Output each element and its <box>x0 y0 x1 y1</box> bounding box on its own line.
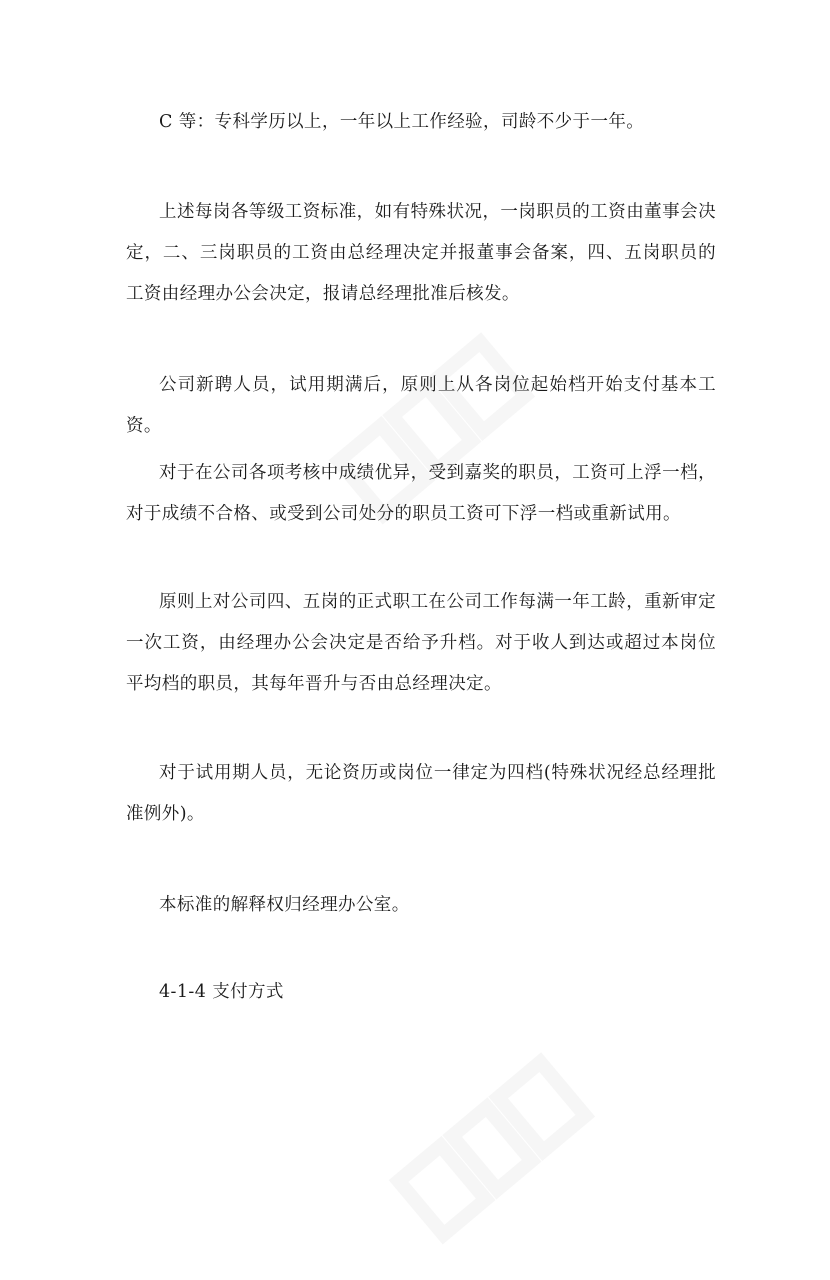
section-heading-payment-method: 4-1-4 支付方式 <box>159 982 284 1002</box>
paragraph-new-hire: 公司新聘人员，试用期满后，原则上从各岗位起始档开始支付基本工资。 <box>126 375 716 436</box>
paragraph-interpretation: 本标准的解释权归经理办公室。 <box>159 895 410 915</box>
paragraph-annual-review: 原则上对公司四、五岗的正式职工在公司工作每满一年工龄，重新审定一次工资，由经理办公会决定是否给予升档。对于收人到达或超过本岗位平均档的职员，其每年晋升与否由总经理决定。 <box>126 592 716 694</box>
paragraph-c-grade: C 等：专科学历以上，一年以上工作经验，司龄不少于一年。 <box>159 112 645 132</box>
paragraph-salary-approval: 上述每岗各等级工资标准，如有特殊状况，一岗职员的工资由董事会决定，二、三岗职员的工资由总经理决定并报董事会备案，四、五岗职员的工资由经理办公会决定，报请总经理批准后核发。 <box>126 202 716 304</box>
watermark-logo <box>360 1020 620 1280</box>
paragraph-performance-adjust: 对于在公司各项考核中成绩优异，受到嘉奖的职员，工资可上浮一档，对于成绩不合格、或受到公司处分的职员工资可下浮一档或重新试用。 <box>126 463 716 524</box>
paragraph-probation: 对于试用期人员，无论资历或岗位一律定为四档(特殊状况经总经理批准例外)。 <box>126 763 716 824</box>
